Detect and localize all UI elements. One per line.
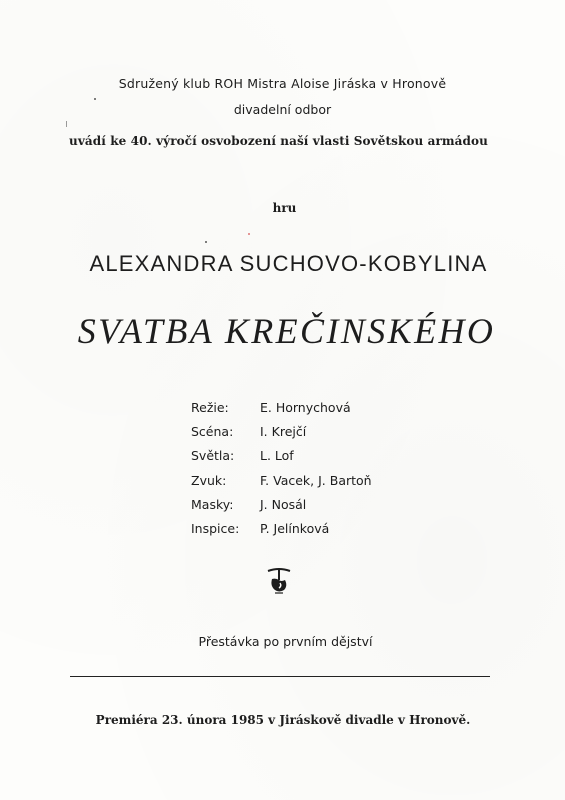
credit-name: P. Jelínková: [260, 520, 330, 536]
divider-line: [70, 676, 490, 677]
intermission-note: Přestávka po prvním dějství: [198, 634, 373, 649]
credit-role: Režie:: [191, 400, 229, 415]
credit-role: Zvuk:: [191, 472, 227, 488]
play-title: SVATBA KREČINSKÉHO: [77, 311, 496, 351]
paper-speck: [94, 98, 96, 100]
credit-name: E. Hornychová: [260, 400, 351, 415]
credit-role: Inspice:: [191, 520, 240, 536]
credit-name: F. Vacek, J. Bartoň: [260, 472, 372, 488]
paper-speck: [248, 233, 250, 235]
credit-name: J. Nosál: [260, 496, 307, 512]
author-name: ALEXANDRA SUCHOVO-KOBYLINA: [89, 251, 488, 276]
presentation-line: uvádí ke 40. výročí osvobození naší vlasti Sovětskou armádou: [69, 134, 488, 148]
credit-role: Scéna:: [191, 424, 234, 440]
organization-name: Sdružený klub ROH Mistra Aloise Jiráska v Hronově: [118, 76, 447, 91]
paper-speck: [205, 241, 207, 243]
credit-role: Světla:: [191, 448, 235, 464]
theatre-emblem-icon: [266, 566, 292, 596]
department-name: divadelní odbor: [233, 102, 332, 117]
credit-name: I. Krejčí: [260, 424, 307, 440]
play-label: hru: [272, 201, 297, 215]
credit-name: L. Lof: [260, 448, 294, 464]
premiere-info: Premiéra 23. února 1985 v Jiráskově divadle v Hronově.: [95, 713, 471, 727]
credit-role: Masky:: [191, 496, 234, 512]
paper-speck: [66, 121, 67, 127]
